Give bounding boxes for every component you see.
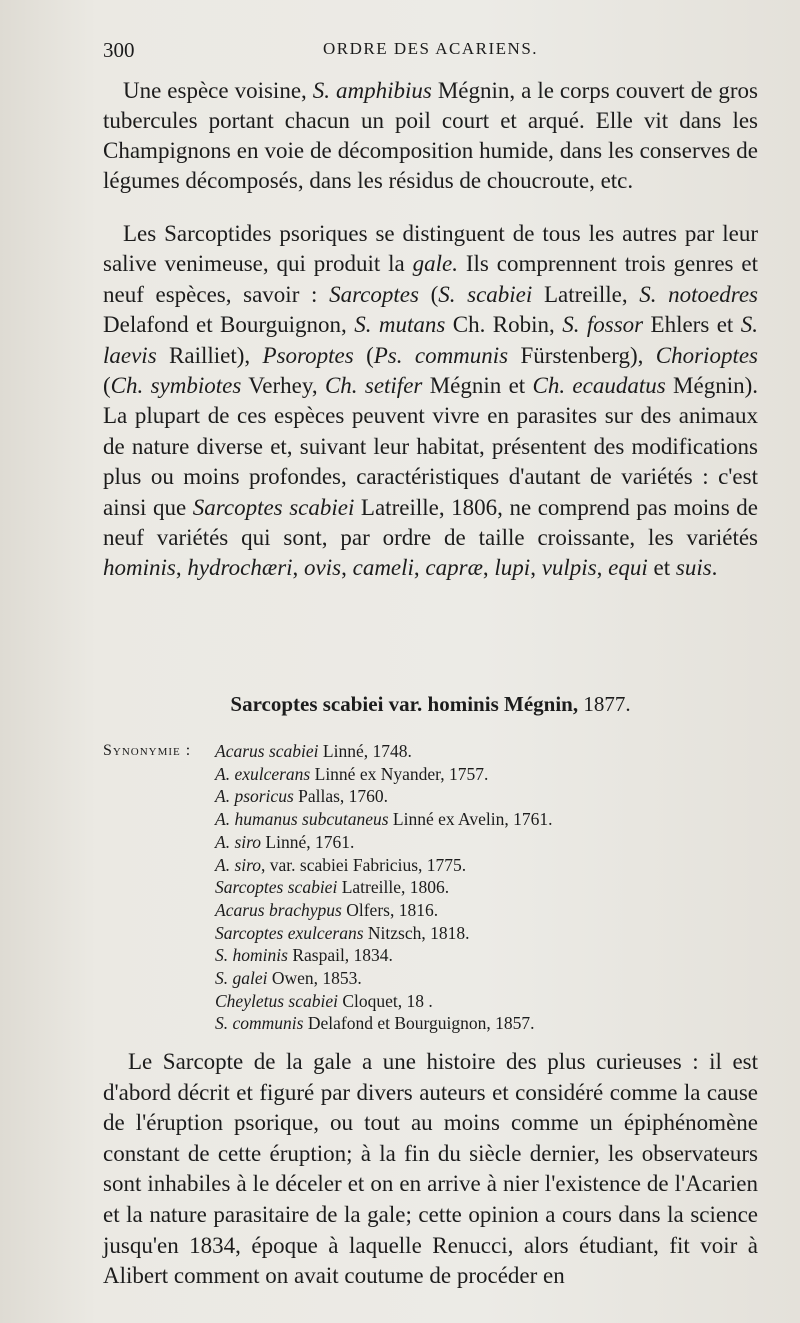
synonym-entry: Sarcoptes exulcerans Nitzsch, 1818.: [215, 922, 470, 943]
synonymy-label: Synonymie :: [103, 742, 192, 759]
page-number: 300: [103, 38, 135, 62]
paragraph-sarcoptides: Les Sarcoptides psoriques se distinguent de tous les autres par leur salive venimeuse, qui produit la gale. Ils comprennent trois genres et neuf espèces, savoir : Sarcoptes (S. scabiei Latreille, S. notoedres Delafond et Bourguignon, S. mutans Ch. Robin, S. fossor Ehlers et S. laevis Railliet), Psoroptes (Ps. communis Fürstenberg), Chorioptes (Ch. symbiotes Verhey, Ch. setifer Mégnin et Ch. ecaudatus Mégnin). La plupart de ces espèces peuvent vivre en parasites sur des animaux de nature diverse et, suivant leur habitat, présentent des modifications plus ou moins profondes, caractéristiques d'autant de variétés : c'est ainsi que Sarcoptes scabiei Latreille, 1806, ne comprend pas moins de neuf variétés qui sont, par ordre de taille croissante, les variétés hominis, hydrochæri, ovis, cameli, capræ, lupi, vulpis, equi et suis.: [103, 221, 759, 581]
species-heading: Sarcoptes scabiei var. hominis Mégnin, 1877.: [230, 692, 631, 716]
synonym-entry: Cheyletus scabiei Cloquet, 18 .: [215, 990, 433, 1011]
synonymy-list: [215, 740, 552, 1035]
page-header: [103, 38, 758, 68]
synonym-entry: Sarcoptes scabiei Latreille, 1806.: [215, 877, 450, 898]
synonym-entry: A. siro Linné, 1761.: [215, 831, 355, 852]
synonym-entry: Acarus brachypus Olfers, 1816.: [215, 899, 439, 920]
synonym-entry: S. communis Delafond et Bourguignon, 1857.: [215, 1013, 535, 1034]
synonym-entry: A. psoricus Pallas, 1760.: [215, 786, 389, 807]
synonym-entry: S. galei Owen, 1853.: [215, 968, 362, 989]
synonym-entry: Acarus scabiei Linné, 1748.: [215, 741, 412, 761]
synonym-entry: A. siro, var. scabiei Fabricius, 1775.: [215, 854, 467, 875]
synonym-entry: S. hominis Raspail, 1834.: [215, 945, 393, 966]
synonym-entry: A. humanus subcutaneus Linné ex Avelin, 1761.: [215, 809, 553, 830]
paragraph-amphibius: Une espèce voisine, S. amphibius Mégnin, a le corps couvert de gros tubercules portant chacun un poil court et arqué. Elle vit dans les Champignons en voie de décomposition humide, dans les conserves de légumes décomposés, dans les résidus de choucroute, etc.: [103, 78, 758, 193]
paragraph-history: Le Sarcopte de la gale a une histoire des plus curieuses : il est d'abord décrit et figuré par divers auteurs et considéré comme la cause de l'éruption psorique, ou tout au moins comme un épiphénomène constant de cette éruption; à la fin du siècle dernier, les observateurs sont inhabiles à le déceler et on en arrive à nier l'existence de l'Acarien et la nature parasitaire de la gale; cette opinion a cours dans la science jusqu'en 1834, époque à laquelle Renucci, alors étudiant, fit voir à Alibert comment on avait coutume de procéder en: [103, 1049, 758, 1289]
synonym-entry: A. exulcerans Linné ex Nyander, 1757.: [215, 763, 489, 784]
running-head: ORDRE DES ACARIENS.: [322, 39, 539, 58]
